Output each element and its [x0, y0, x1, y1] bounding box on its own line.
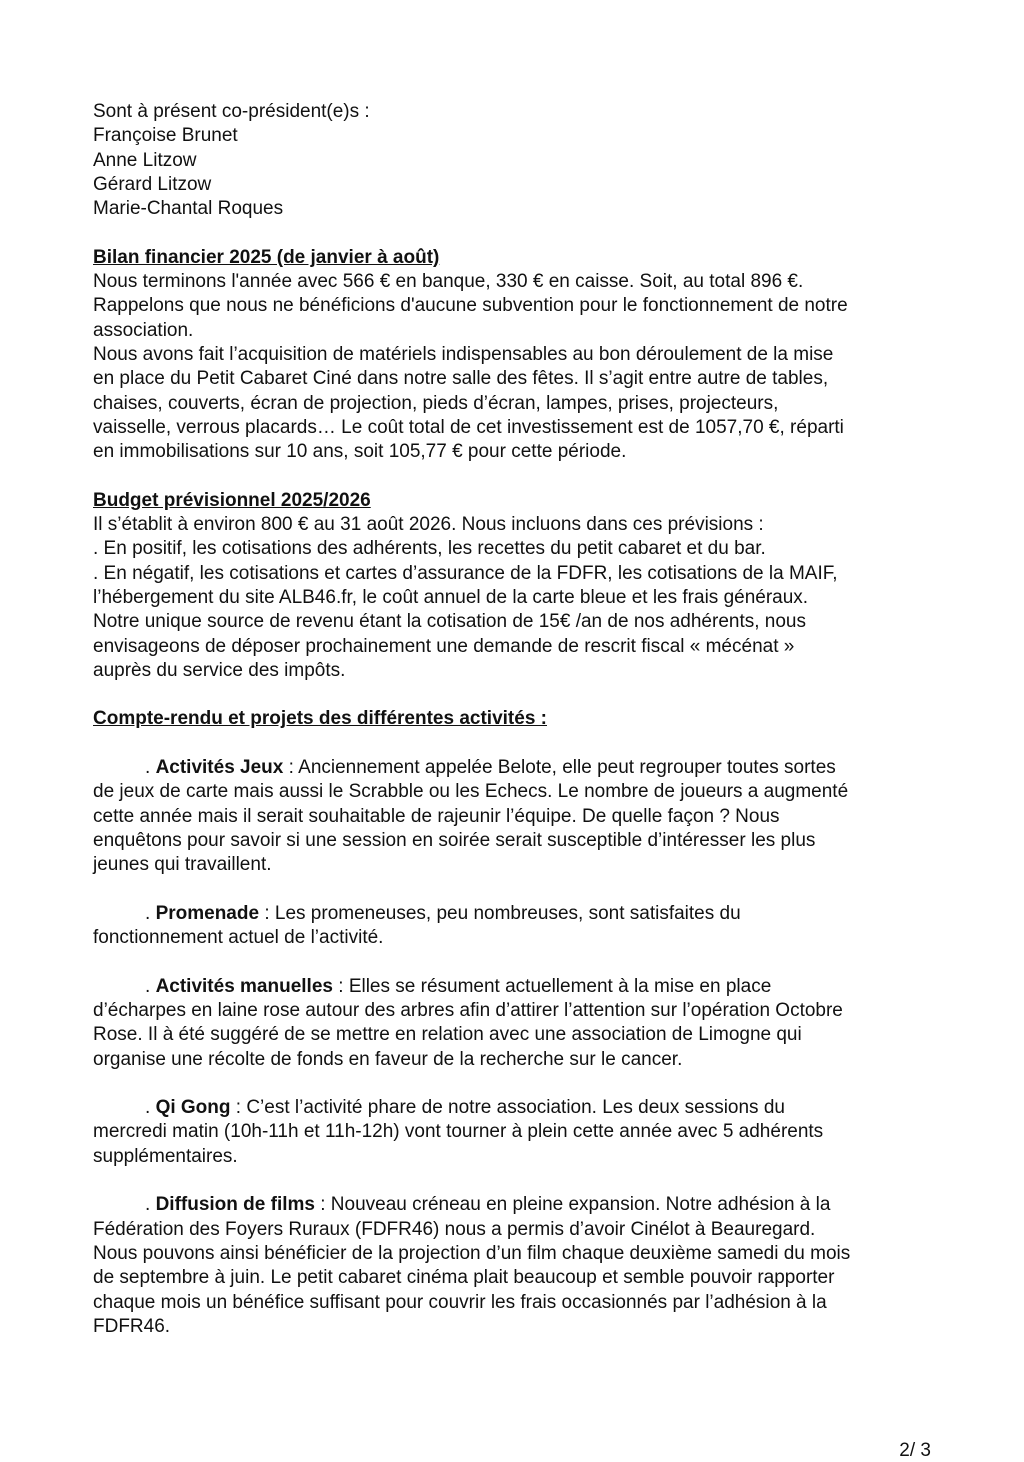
budget-text-line: Il s’établit à environ 800 € au 31 août 2026. Nous incluons dans ces prévisions :: [93, 514, 764, 536]
activity-text-line: organise une récolte de fonds en faveur de la recherche sur le cancer.: [93, 1048, 683, 1070]
activity-text-line: de jeux de carte mais aussi le Scrabble ou les Echecs. Le nombre de joueurs a augmenté: [93, 781, 849, 803]
activity-bullet: .: [145, 1097, 156, 1119]
bilan-text-line: Rappelons que nous ne bénéficions d'aucune subvention pour le fonctionnement de notre: [93, 295, 848, 317]
activity-text-line: d’écharpes en laine rose autour des arbres afin d’attirer l’attention sur l’opération Octobre: [93, 999, 843, 1021]
activity-section: [93, 902, 973, 951]
bilan-heading: Bilan financier 2025 (de janvier à août): [93, 246, 440, 268]
activity-text-line: Nous pouvons ainsi bénéficier de la projection d’un film chaque deuxième samedi du mois: [93, 1242, 851, 1264]
activity-text: : Nouveau créneau en pleine expansion. Notre adhésion à la: [314, 1194, 831, 1216]
activity-first-line: [93, 902, 973, 926]
activity-first-line: [93, 1193, 973, 1217]
budget-text-line: Notre unique source de revenu étant la cotisation de 15€ /an de nos adhérents, nous: [93, 611, 806, 633]
bilan-text-line: Nous terminons l'année avec 566 € en banque, 330 € en caisse. Soit, au total 896 €.: [93, 271, 804, 293]
bilan-text-line: association.: [93, 319, 194, 341]
bilan-text-line: chaises, couverts, écran de projection, pieds d’écran, lampes, prises, projecteurs,: [93, 392, 779, 414]
activity-label: Qi Gong: [155, 1097, 231, 1119]
activity-bullet: .: [145, 757, 156, 779]
activity-label: Promenade: [155, 902, 260, 924]
activity-text-line: enquêtons pour savoir si une session en soirée serait susceptible d’intéresser les plus: [93, 829, 816, 851]
activity-text: : Les promeneuses, peu nombreuses, sont satisfaites du: [259, 902, 741, 924]
activity-section: [93, 975, 973, 1072]
activity-section: [93, 756, 973, 877]
budget-text-line: . En négatif, les cotisations et cartes d’assurance de la FDFR, les cotisations de la MAIF,: [93, 562, 838, 584]
activity-text-line: jeunes qui travaillent.: [93, 854, 272, 876]
bilan-text-line: Nous avons fait l’acquisition de matériels indispensables au bon déroulement de la mise: [93, 343, 834, 365]
activity-text-line: cette année mais il serait souhaitable de rajeunir l’équipe. De quelle façon ? Nous: [93, 805, 780, 827]
activity-label: Activités Jeux: [155, 757, 284, 779]
co-president-name: Françoise Brunet: [93, 125, 238, 147]
co-president-name: Marie-Chantal Roques: [93, 198, 284, 220]
activity-bullet: .: [145, 1194, 156, 1216]
activity-text-line: mercredi matin (10h-11h et 11h-12h) vont tourner à plein cette année avec 5 adhérents: [93, 1121, 824, 1143]
activity-text-line: supplémentaires.: [93, 1145, 238, 1167]
activity-section: [93, 1193, 973, 1339]
document-page: [93, 100, 973, 1339]
co-presidents-intro: Sont à présent co-président(e)s :: [93, 101, 370, 122]
budget-text-line: auprès du service des impôts.: [93, 659, 346, 681]
activities-heading: Compte-rendu et projets des différentes activités :: [93, 708, 547, 730]
activity-text: : Anciennement appelée Belote, elle peut regrouper toutes sortes: [283, 757, 836, 779]
activity-first-line: [93, 1096, 973, 1120]
budget-heading: Budget prévisionnel 2025/2026: [93, 489, 371, 511]
activity-text-line: chaque mois un bénéfice suffisant pour couvrir les frais occasionnés par l’adhésion à la: [93, 1291, 827, 1313]
co-president-name: Gérard Litzow: [93, 173, 212, 195]
activity-bullet: .: [145, 902, 156, 924]
activity-text-line: de septembre à juin. Le petit cabaret cinéma plait beaucoup et semble pouvoir rapporter: [93, 1267, 835, 1289]
activity-text-line: FDFR46.: [93, 1315, 171, 1337]
co-president-name: Anne Litzow: [93, 149, 197, 171]
bilan-text-line: en immobilisations sur 10 ans, soit 105,77 € pour cette période.: [93, 441, 627, 463]
budget-text-line: envisageons de déposer prochainement une demande de rescrit fiscal « mécénat »: [93, 635, 795, 657]
activity-text: : Elles se résument actuellement à la mise en place: [332, 975, 772, 997]
bilan-text-line: vaisselle, verrous placards… Le coût total de cet investissement est de 1057,70 €, réparti: [93, 416, 844, 438]
page-number: 2/ 3: [899, 1440, 931, 1461]
activity-text-line: Rose. Il à été suggéré de se mettre en relation avec une association de Limogne qui: [93, 1024, 802, 1046]
activity-first-line: [93, 756, 973, 780]
activity-bullet: .: [145, 975, 156, 997]
activity-text: : C’est l’activité phare de notre association. Les deux sessions du: [230, 1097, 785, 1119]
budget-text-line: . En positif, les cotisations des adhérents, les recettes du petit cabaret et du bar.: [93, 538, 766, 560]
budget-text-line: l’hébergement du site ALB46.fr, le coût annuel de la carte bleue et les frais généraux.: [93, 586, 809, 608]
activity-text-line: Fédération des Foyers Ruraux (FDFR46) nous a permis d’avoir Cinélot à Beauregard.: [93, 1218, 816, 1240]
bilan-text-line: en place du Petit Cabaret Ciné dans notre salle des fêtes. Il s’agit entre autre de tables,: [93, 368, 829, 390]
activity-text-line: fonctionnement actuel de l’activité.: [93, 927, 384, 949]
activity-label: Diffusion de films: [155, 1194, 315, 1216]
activity-label: Activités manuelles: [155, 975, 333, 997]
activity-first-line: [93, 975, 973, 999]
activity-section: [93, 1096, 973, 1169]
